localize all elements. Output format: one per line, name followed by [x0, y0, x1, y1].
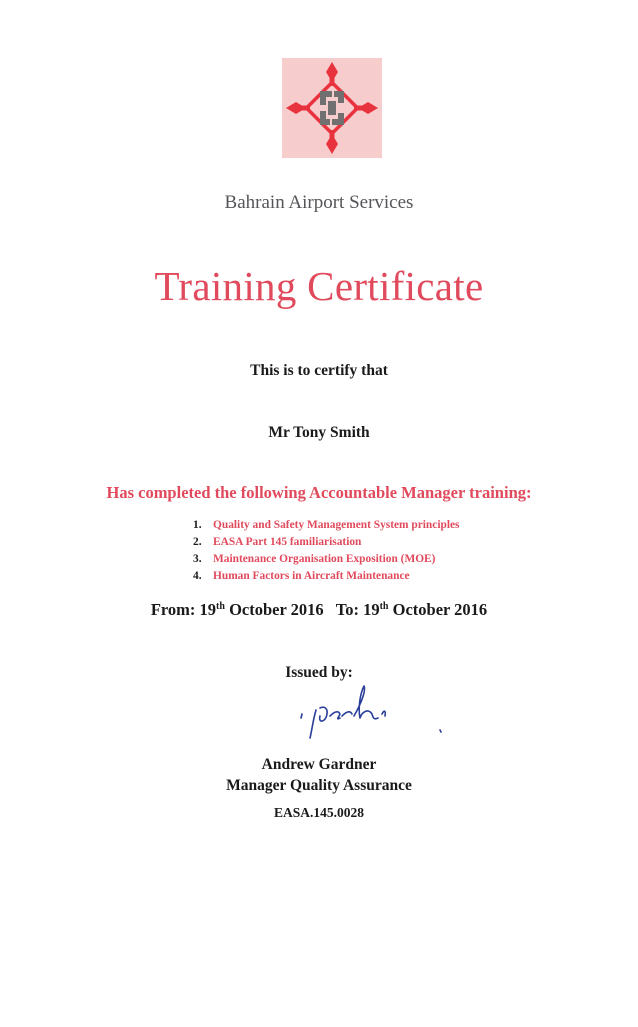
- company-name: Bahrain Airport Services: [224, 192, 414, 213]
- module-number: 1.: [193, 519, 202, 531]
- signatory-role: Manager Quality Assurance: [226, 777, 412, 794]
- to-day-suffix: th: [379, 601, 389, 612]
- training-period: [0, 600, 638, 620]
- to-day: 19: [363, 600, 380, 619]
- certify-statement: This is to certify that: [250, 362, 388, 379]
- training-modules-list: [193, 517, 459, 585]
- from-month-year: October 2016: [229, 600, 324, 619]
- from-label: From:: [150, 600, 196, 619]
- to-month-year: October 2016: [392, 600, 488, 619]
- company-logo: [282, 58, 382, 158]
- certificate-title: Training Certificate: [154, 263, 484, 309]
- module-label: Human Factors in Aircraft Maintenance: [213, 570, 410, 582]
- signatory-name: Andrew Gardner: [261, 756, 377, 773]
- module-label: Maintenance Organisation Exposition (MOE): [213, 553, 436, 565]
- from-date: [200, 600, 324, 619]
- completion-statement: Has completed the following Accountable Manager training:: [106, 483, 532, 502]
- list-item: [193, 534, 459, 551]
- module-number: 3.: [193, 553, 202, 565]
- recipient-name: Mr Tony Smith: [268, 424, 370, 441]
- to-label: To:: [335, 600, 359, 619]
- to-date: [363, 600, 487, 619]
- module-label: Quality and Safety Management System principles: [213, 519, 460, 531]
- list-item: [193, 517, 459, 534]
- from-day: 19: [199, 600, 217, 619]
- module-label: EASA Part 145 familiarisation: [213, 536, 362, 548]
- bas-logo-icon: [282, 58, 382, 158]
- module-number: 2.: [193, 536, 202, 548]
- handwritten-signature-icon: [280, 672, 460, 752]
- module-number: 4.: [193, 570, 202, 582]
- from-day-suffix: th: [216, 601, 225, 612]
- list-item: [193, 568, 459, 585]
- approval-reference: EASA.145.0028: [273, 805, 364, 820]
- list-item: [193, 551, 459, 568]
- issued-by-label: Issued by:: [285, 664, 353, 681]
